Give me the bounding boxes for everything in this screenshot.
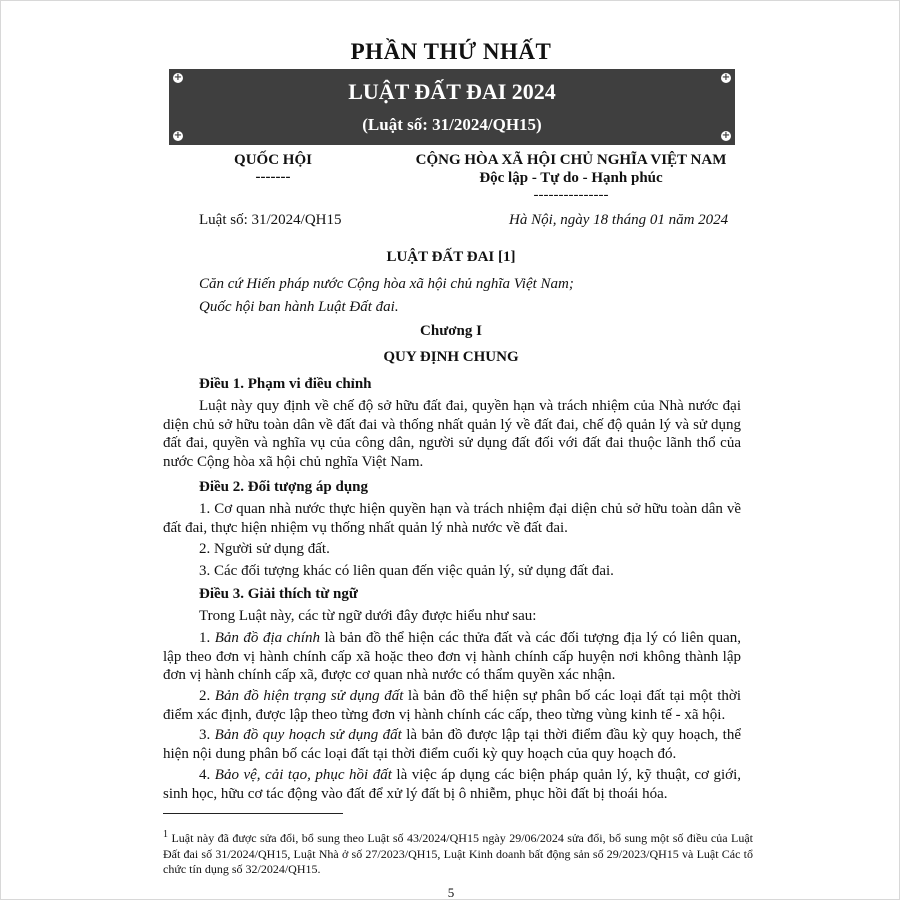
banner-title: LUẬT ĐẤT ĐAI 2024	[348, 79, 556, 104]
chapter-name: QUY ĐỊNH CHUNG	[383, 349, 519, 365]
country-name: CỘNG HÒA XÃ HỘI CHỦ NGHĨA VIỆT NAM	[415, 152, 727, 168]
article-1-text: Luật này quy định về chế độ sở hữu đất đai, quyền hạn và trách nhiệm của Nhà nước đại diện chủ sở hữu toàn dân về đất đai và thống nhất quản lý về đất đai, chế độ quản lý và sử dụng đất đai, quyền và nghĩa vụ của công dân, người sử dụng đất đối với đất đai thuộc lãnh thổ của nước Cộng hòa xã hội chủ nghĩa Việt Nam.	[163, 398, 741, 470]
article-2-title: Điều 2. Đối tượng áp dụng	[199, 479, 369, 495]
banner-subtitle: (Luật số: 31/2024/QH15)	[362, 115, 542, 134]
page-number: 5	[447, 885, 455, 900]
article-3-item-1: 1. Bản đồ địa chính là bản đồ thể hiện các thửa đất và các đối tượng địa lý có liên quan, lập theo đơn vị hành chính cấp xã hoặc theo đơn vị hành chính cấp huyện nơi không thành lập đơn vị hành chính cấp xã, được cơ quan nhà nước có thẩm quyền xác nhận.	[163, 630, 742, 683]
issuing-body-dash: -------	[255, 169, 291, 185]
preamble-line: Căn cứ Hiến pháp nước Cộng hòa xã hội chủ nghĩa Việt Nam;	[199, 276, 574, 292]
part-title: PHẦN THỨ NHẤT	[350, 39, 552, 64]
article-2-clause-2: 2. Người sử dụng đất.	[199, 541, 330, 557]
defined-term: Bản đồ địa chính	[214, 630, 320, 646]
article-3-item-3: 3. Bản đồ quy hoạch sử dụng đất là bản đồ được lập tại thời điểm đầu kỳ quy hoạch, thể hiện nội dung phân bố các loại đất tại thời điểm cuối kỳ quy hoạch của quy hoạch đó.	[163, 727, 741, 762]
footnote-separator	[163, 813, 343, 814]
footnote-marker: 1	[163, 829, 168, 840]
title-banner	[169, 69, 735, 145]
plus-icon: +	[721, 130, 731, 141]
defined-term: Bản đồ quy hoạch sử dụng đất	[214, 727, 402, 743]
footnote	[163, 827, 753, 878]
article-3-intro: Trong Luật này, các từ ngữ dưới đây được hiểu như sau:	[199, 608, 537, 624]
defined-term: Bản đồ hiện trạng sử dụng đất	[214, 688, 404, 704]
plus-icon: +	[721, 72, 731, 83]
plus-icon: +	[173, 72, 183, 83]
article-3-title: Điều 3. Giải thích từ ngữ	[199, 586, 358, 602]
national-motto: Độc lập - Tự do - Hạnh phúc	[479, 170, 663, 186]
article-2-clause-3: 3. Các đối tượng khác có liên quan đến việc quản lý, sử dụng đất đai.	[199, 563, 614, 579]
motto-dash: ---------------	[533, 187, 609, 203]
article-3-item-2: 2. Bản đồ hiện trạng sử dụng đất là bản đồ thể hiện sự phân bố các loại đất tại một thời điểm xác định, được lập theo từng đơn vị hành chính các cấp, theo từng vùng kinh tế - xã hội.	[163, 688, 741, 723]
plus-icon: +	[173, 130, 183, 141]
article-1-title: Điều 1. Phạm vi điều chỉnh	[199, 376, 372, 392]
chapter-number: Chương I	[420, 323, 482, 339]
issuing-body: QUỐC HỘI	[234, 152, 312, 168]
defined-term: Bảo vệ, cải tạo, phục hồi đất	[214, 767, 392, 783]
preamble-line: Quốc hội ban hành Luật Đất đai.	[199, 299, 399, 315]
document-title: LUẬT ĐẤT ĐAI [1]	[386, 249, 516, 265]
article-2-clause-1: 1. Cơ quan nhà nước thực hiện quyền hạn và trách nhiệm đại diện chủ sở hữu toàn dân về đất đai, thực hiện nhiệm vụ thống nhất quản lý nhà nước về đất đai.	[163, 501, 741, 536]
footnote-text: Luật này đã được sửa đổi, bổ sung theo Luật số 43/2024/QH15 ngày 29/06/2024 sửa đổi, bổ sung một số điều của Luật Đất đai số 31/2024/QH15, Luật Nhà ở số 27/2023/QH15, Luật Kinh doanh bất động sản số 29/2023/QH15 và Luật Các tổ chức tín dụng số 32/2024/QH15.	[163, 831, 753, 876]
place-date: Hà Nội, ngày 18 tháng 01 năm 2024	[509, 212, 729, 228]
article-3-item-4: 4. Bảo vệ, cải tạo, phục hồi đất là việc áp dụng các biện pháp quản lý, kỹ thuật, cơ giới, sinh học, hữu cơ tác động vào đất để xử lý đất bị ô nhiễm, phục hồi đất bị thoái hóa.	[163, 767, 741, 802]
law-number: Luật số: 31/2024/QH15	[199, 212, 342, 228]
